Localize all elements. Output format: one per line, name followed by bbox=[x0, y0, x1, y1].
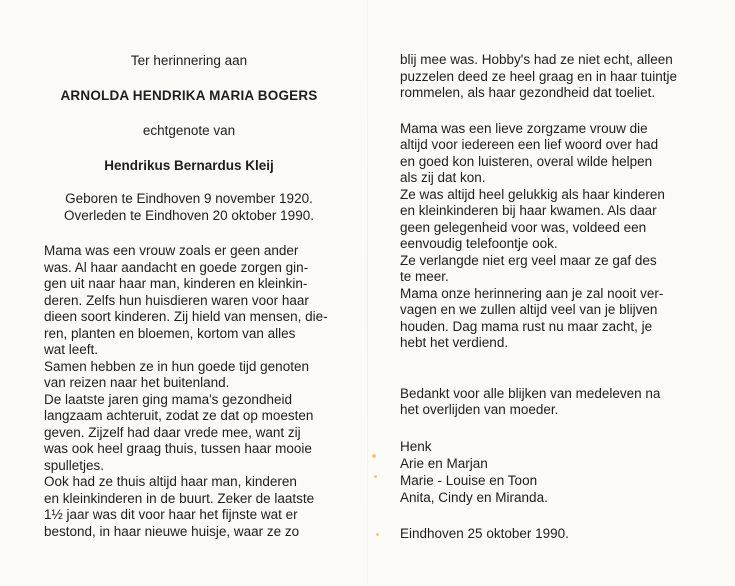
memorial-text-right-continued bbox=[400, 52, 700, 102]
text-line: Ze was altijd heel gelukkig als haar kinderen bbox=[400, 186, 665, 202]
place-date: Eindhoven 25 oktober 1990. bbox=[400, 525, 569, 541]
text-line: Mama onze herinnering aan je zal nooit ver- bbox=[400, 285, 664, 301]
thanks-text bbox=[400, 386, 700, 419]
text-line: De laatste jaren ging mama's gezondheid bbox=[44, 391, 292, 407]
text-line: en kleinkinderen bij haar kwamen. Als daar bbox=[400, 203, 657, 218]
text-line: Bedankt voor alle blijken van medeleven na bbox=[400, 385, 661, 401]
text-line: was ook heel graag thuis, tussen haar mooie bbox=[44, 441, 312, 456]
family-line: Henk bbox=[400, 438, 432, 454]
family-line: Anita, Cindy en Miranda. bbox=[400, 489, 548, 505]
text-line: blij mee was. Hobby's had ze niet echt, alleen bbox=[400, 52, 673, 67]
text-line: wat leeft. bbox=[44, 342, 99, 357]
text-line: te meer. bbox=[400, 269, 449, 284]
right-page bbox=[400, 52, 700, 542]
memorial-text-left bbox=[44, 243, 334, 540]
text-line: Ze verlangde niet erg veel maar ze gaf des bbox=[400, 252, 657, 268]
text-line: geen gelegenheid voor was, voldeed een bbox=[400, 219, 647, 235]
memorial-text-right bbox=[400, 121, 700, 352]
text-line: van reizen naar het buitenland. bbox=[44, 375, 230, 390]
text-line: houden. Dag mama rust nu maar zacht, je bbox=[400, 318, 653, 334]
text-line: 1½ jaar was dit voor haar het fijnste wat er bbox=[44, 507, 298, 522]
stain-mark bbox=[372, 454, 376, 458]
text-line: altijd voor iedereen een lief woord over had bbox=[400, 137, 659, 152]
text-line: gen uit naar haar man, kinderen en kleinkin- bbox=[44, 276, 308, 291]
text-line: hebt het verdiend. bbox=[400, 335, 509, 350]
text-line: bestond, in haar nieuwe huisje, waar ze zo bbox=[44, 523, 300, 539]
text-line: Samen hebben ze in hun goede tijd genoten bbox=[44, 358, 309, 374]
family-line: Marie - Louise en Toon bbox=[400, 472, 538, 488]
text-line: Mama was een vrouw zoals er geen ander bbox=[44, 243, 299, 258]
stain-mark bbox=[374, 475, 377, 478]
relation-line: echtgenote van bbox=[142, 123, 236, 138]
text-line: als zij dat kon. bbox=[400, 170, 486, 185]
text-line: spulletjes. bbox=[44, 457, 105, 473]
text-line: deren. Zelfs hun huisdieren waren voor haar bbox=[44, 292, 309, 308]
text-line: Ook had ze thuis altijd haar man, kinderen bbox=[44, 474, 297, 489]
center-fold bbox=[367, 0, 368, 586]
text-line: geven. Zijzelf had daar vrede mee, want zij bbox=[44, 424, 301, 440]
text-line: puzzelen deed ze heel graag en in haar tuintje bbox=[400, 68, 677, 84]
intro-line: Ter herinnering aan bbox=[130, 53, 248, 68]
left-page bbox=[44, 52, 334, 540]
text-line: rommelen, als haar gezondheid dat toeliet. bbox=[400, 85, 656, 100]
text-line: langzaam achteruit, zodat ze dat op moesten bbox=[44, 408, 314, 423]
family-names bbox=[400, 438, 700, 506]
text-line: eenvoudig telefoontje ook. bbox=[400, 236, 558, 251]
stain-mark bbox=[376, 533, 379, 536]
text-line: het overlijden van moeder. bbox=[400, 402, 559, 417]
text-line: dieen soort kinderen. Zij hield van mensen, die- bbox=[44, 309, 328, 324]
spouse-name: Hendrikus Bernardus Kleij bbox=[104, 158, 274, 173]
text-line: en goed kon luisteren, overal wilde helpen bbox=[400, 153, 653, 169]
death-line: Overleden te Eindhoven 20 oktober 1990. bbox=[64, 208, 314, 223]
birth-line: Geboren te Eindhoven 9 november 1920. bbox=[65, 191, 313, 206]
text-line: Mama was een lieve zorgzame vrouw die bbox=[400, 120, 648, 136]
text-line: was. Al haar aandacht en goede zorgen gin- bbox=[44, 259, 309, 275]
text-line: ren, planten en bloemen, kortom van alles bbox=[44, 325, 296, 341]
text-line: vagen en we zullen altijd veel van je blijven bbox=[400, 302, 658, 317]
deceased-name: ARNOLDA HENDRIKA MARIA BOGERS bbox=[60, 88, 318, 103]
family-line: Arie en Marjan bbox=[400, 455, 488, 471]
text-line: en kleinkinderen in de buurt. Zeker de laatste bbox=[44, 490, 315, 506]
